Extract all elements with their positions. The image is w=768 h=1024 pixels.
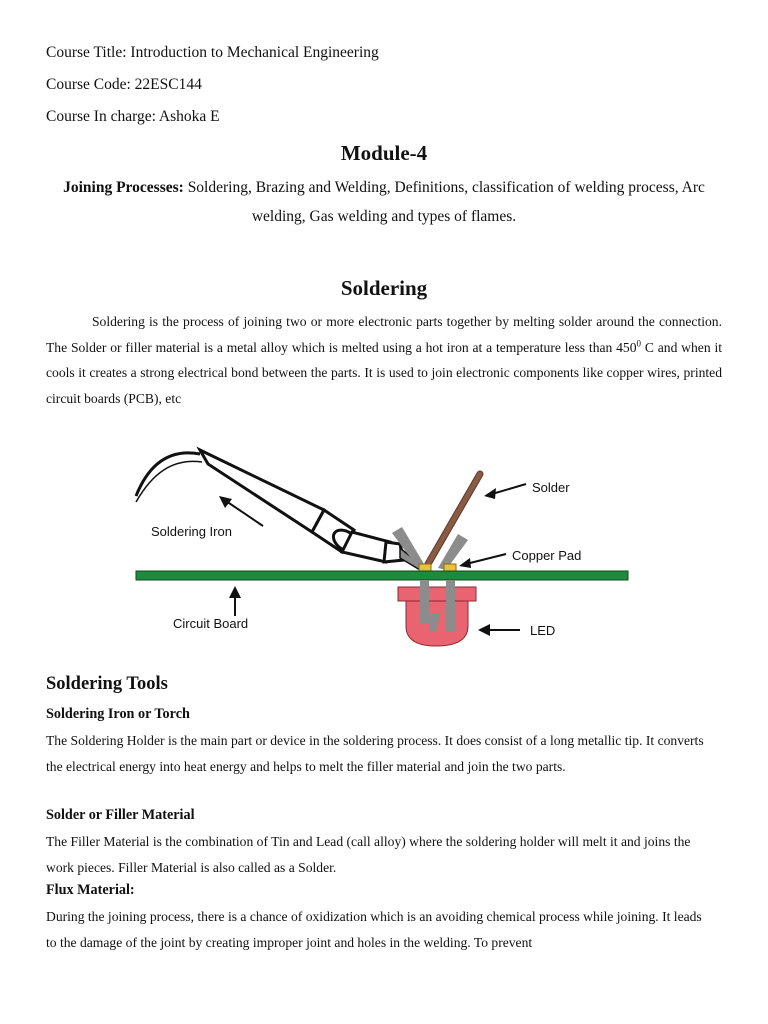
arrow-copper-pad: [466, 554, 506, 564]
arrow-soldering-iron: [226, 501, 263, 526]
text-soldering-iron: The Soldering Holder is the main part or device in the soldering process. It does consist of a long metallic tip. It converts the electrical energy into heat energy and helps to melt the filler material and join the two parts.: [46, 733, 704, 774]
degree-superscript: 0: [636, 337, 642, 348]
circuit-board: [136, 571, 628, 580]
label-soldering-iron: Soldering Iron: [151, 524, 232, 539]
section-title-soldering-tools: Soldering Tools: [46, 674, 168, 694]
module-title: Module-4: [340, 141, 428, 165]
arrow-solder: [492, 484, 526, 494]
soldering-paragraph: [46, 309, 722, 411]
course-code: Course Code: 22ESC144: [46, 76, 202, 93]
heading-soldering-iron: Soldering Iron or Torch: [46, 706, 190, 722]
label-copper-pad: Copper Pad: [512, 548, 582, 563]
heading-flux-material: Flux Material:: [46, 882, 135, 898]
heading-filler-material: Solder or Filler Material: [46, 807, 195, 823]
label-circuit-board: Circuit Board: [173, 616, 249, 631]
course-title: Course Title: Introduction to Mechanical Engineering: [46, 44, 379, 61]
iron-cable: [136, 453, 200, 496]
soldering-text-1: Soldering is the process of joining two or more electronic parts together by melting solder around the connection. The Solder or filler material is a metal alloy which is melted using a hot iron at a temperature less than 450: [46, 314, 722, 355]
label-solder: Solder: [532, 480, 570, 495]
iron-cable-inner: [136, 461, 202, 502]
text-flux-material: During the joining process, there is a chance of oxidization which is an avoiding chemical process while joining. It leads to the damage of the joint by creating improper joint and holes in the welding. To prevent: [46, 909, 702, 950]
topics-text: Soldering, Brazing and Welding, Definitions, classification of welding process, Arc welding, Gas welding and types of flames.: [183, 179, 705, 225]
topics-label: Joining Processes:: [63, 179, 184, 196]
soldering-iron: [200, 450, 422, 570]
course-incharge: Course In charge: Ashoka E: [46, 108, 220, 125]
label-led: LED: [530, 623, 556, 638]
text-filler-material: The Filler Material is the combination of Tin and Lead (call alloy) where the soldering holder will melt it and joins the work pieces. Filler Material is also called as a Solder.: [46, 834, 691, 875]
soldering-text-2: C and when it cools it creates a strong electrical bond between the parts. It is used to join electronic components like copper wires, printed circuit boards (PCB), etc: [46, 339, 722, 406]
led: [398, 580, 476, 646]
section-title-soldering: Soldering: [340, 276, 428, 300]
module-topics: [50, 173, 718, 231]
soldering-diagram: [128, 436, 638, 656]
